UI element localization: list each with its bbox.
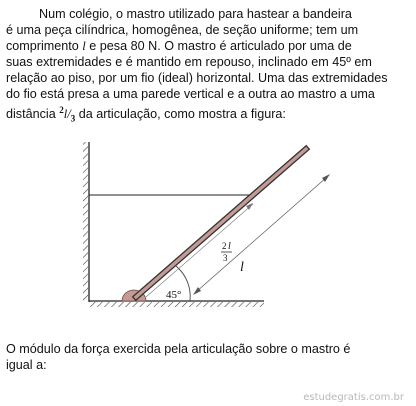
length-label: l (240, 260, 244, 275)
fraction-two-thirds-l: $^2l/_3$ (59, 105, 76, 124)
fraction-variable: l (63, 107, 68, 122)
problem-line-1: Num colégio, o mastro utilizado para hastear a bandeira (39, 7, 352, 21)
text-comprimento: comprimento (6, 39, 79, 53)
problem-line-2: é uma peça cilíndrica, homogênea, de seção uniforme; tem um (6, 23, 359, 37)
problem-statement (6, 6, 406, 127)
question-line-2: igual a: (6, 358, 47, 372)
two-thirds-denominator: 3 (223, 253, 228, 263)
problem-line-7 (6, 102, 406, 127)
two-thirds-variable: l (228, 241, 231, 252)
fraction-denominator: 3 (70, 113, 76, 124)
question-line-1: O módulo da força exercida pela articulação sobre o mastro é (6, 342, 351, 356)
watermark: estudegratis.com.br (303, 392, 404, 403)
text-peso: e pesa 80 N. O mastro é articulado por uma de (89, 39, 352, 53)
question-text (6, 341, 406, 373)
mast-figure (80, 140, 340, 310)
floor-hatching (89, 302, 264, 307)
length-dimension-line (196, 177, 327, 292)
problem-line-3 (6, 38, 406, 54)
wall-hatching (83, 142, 88, 302)
text-articulacao: da articulação, como mostra a figura: (78, 107, 286, 122)
problem-line-6: do fio está presa a uma parede vertical e a outra ao mastro a uma (6, 87, 375, 101)
mast-highlight (136, 149, 306, 297)
problem-line-4: suas extremidades e é mantido em repouso, inclinado em 45º em (6, 55, 372, 69)
text-distancia: distância (6, 107, 56, 122)
angle-label: 45° (166, 289, 182, 301)
length-symbol: l (82, 39, 86, 53)
problem-line-5: relação ao piso, por um fio (ideal) horizontal. Uma das extremidades (6, 71, 388, 85)
two-thirds-numerator: 2 (222, 241, 227, 251)
fraction-numerator: 2 (59, 105, 64, 115)
two-thirds-dimension-line (146, 204, 253, 297)
